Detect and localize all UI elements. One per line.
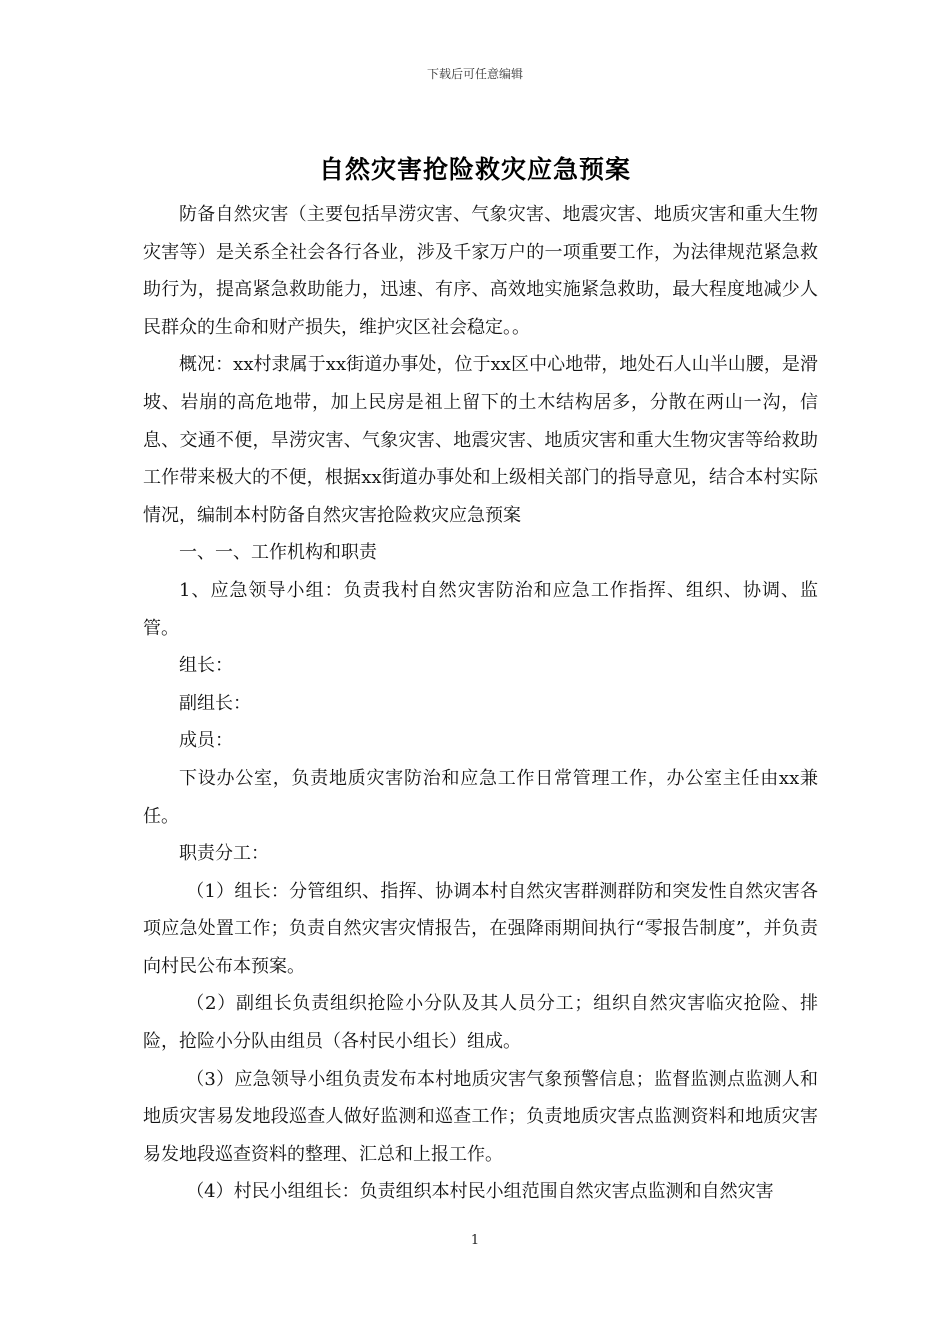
duty-item-2: （2）副组长负责组织抢险小分队及其人员分工；组织自然灾害临灾抢险、排险，抢险小分队由组员（各村民小组长）组成。	[143, 993, 818, 1053]
section-heading-organization: 一、一、工作机构和职责	[179, 542, 377, 564]
duties-heading: 职责分工：	[179, 843, 269, 865]
duty-item-3: （3）应急领导小组负责发布本村地质灾害气象预警信息；监督监测点监测人和地质灾害易发地段巡查人做好监测和巡查工作；负责地质灾害点监测资料和地质灾害易发地段巡查资料的整理、汇总和上报工作。	[143, 1068, 818, 1165]
page-header-note: 下载后可任意编辑	[426, 67, 523, 81]
leadership-group-paragraph: 1、应急领导小组：负责我村自然灾害防治和应急工作指挥、组织、协调、监管。	[143, 579, 818, 639]
overview-paragraph: 概况：xx村隶属于xx街道办事处，位于xx区中心地带，地处石人山半山腰，是滑坡、岩崩的高危地带，加上民房是祖上留下的土木结构居多，分散在两山一沟，信息、交通不便，旱涝灾害、气象灾害、地震灾害、地质灾害和重大生物灾害等给救助工作带来极大的不便，根据xx街道办事处和上级相关部门的指导意见，结合本村实际情况，编制本村防备自然灾害抢险救灾应急预案	[143, 354, 818, 526]
group-leader-label: 组长：	[179, 655, 233, 677]
office-paragraph: 下设办公室，负责地质灾害防治和应急工作日常管理工作，办公室主任由xx兼任。	[143, 767, 818, 827]
intro-paragraph: 防备自然灾害（主要包括旱涝灾害、气象灾害、地震灾害、地质灾害和重大生物灾害等）是关系全社会各行各业，涉及千家万户的一项重要工作，为法律规范紧急救助行为，提高紧急救助能力，迅速、有序、高效地实施紧急救助，最大程度地减少人民群众的生命和财产损失，维护灾区社会稳定。。	[143, 204, 818, 338]
document-body	[143, 196, 818, 1211]
document-title: 自然灾害抢险救灾应急预案	[318, 155, 631, 184]
duty-item-4: （4）村民小组组长：负责组织本村民小组范围自然灾害点监测和自然灾害	[186, 1181, 774, 1203]
members-label: 成员：	[179, 730, 233, 752]
deputy-leader-label: 副组长：	[179, 692, 251, 714]
page-number: 1	[470, 1233, 480, 1248]
duty-item-1: （1）组长：分管组织、指挥、协调本村自然灾害群测群防和突发性自然灾害各项应急处置工作；负责自然灾害灾情报告，在强降雨期间执行“零报告制度”，并负责向村民公布本预案。	[143, 880, 818, 977]
